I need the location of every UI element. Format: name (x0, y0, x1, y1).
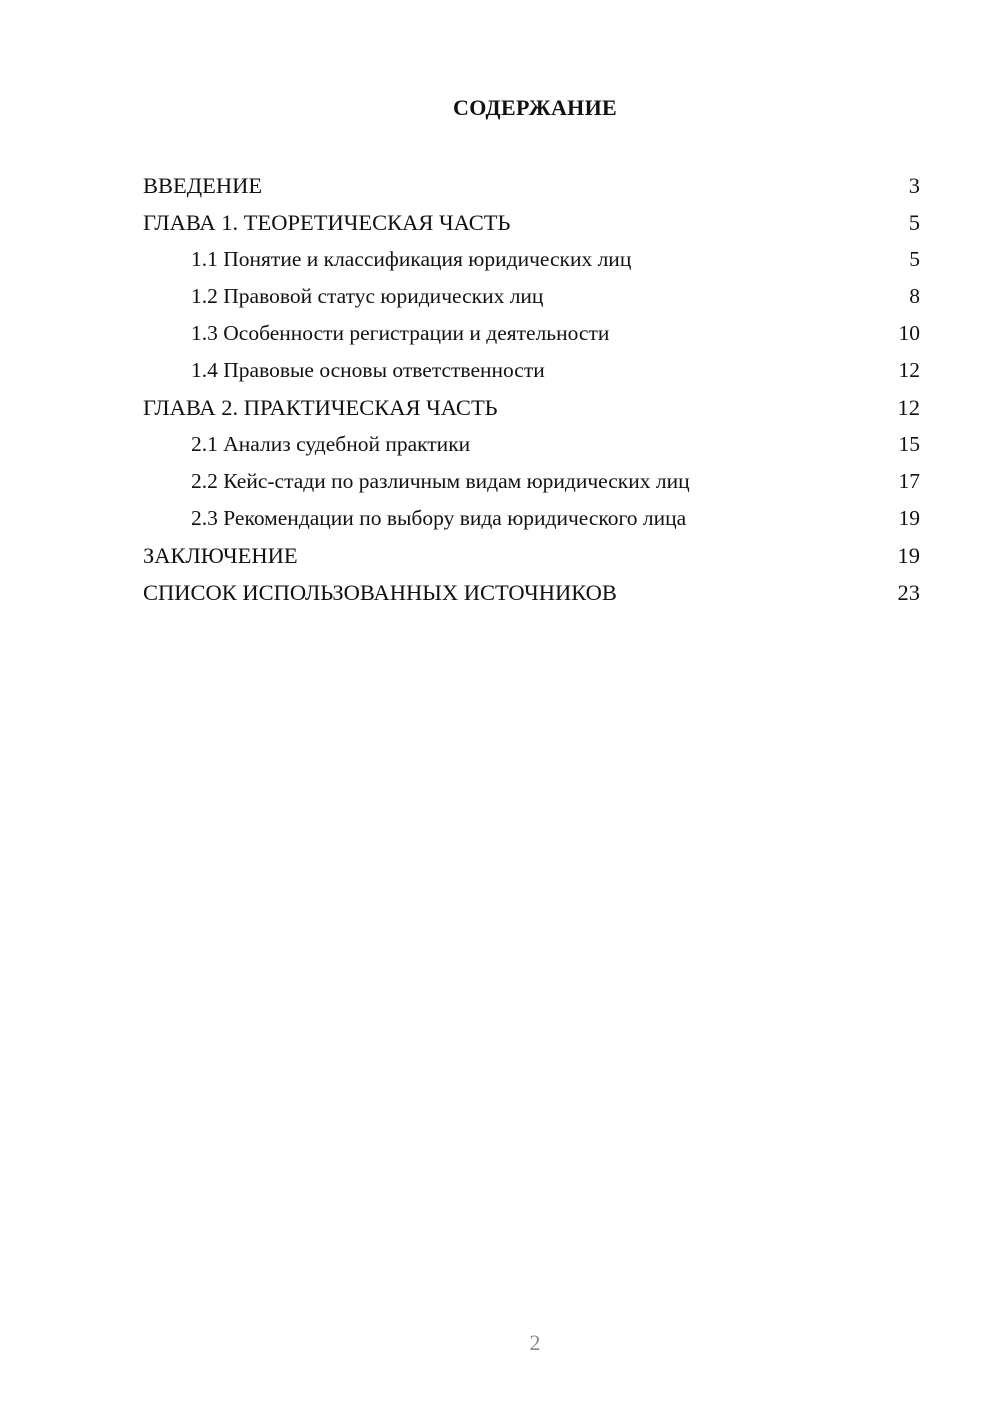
toc-entry-label: 2.1 Анализ судебной практики (191, 432, 471, 456)
toc-entry-page: 5 (908, 210, 920, 235)
toc-entry (143, 389, 920, 426)
toc-entry-page: 12 (898, 358, 920, 382)
toc-subentry (143, 426, 920, 463)
toc-entry-page: 23 (897, 580, 920, 605)
toc-subentry (143, 278, 920, 315)
toc-entry-label: 1.3 Особенности регистрации и деятельности (191, 321, 610, 345)
toc-entry-page: 19 (897, 543, 920, 568)
toc-title: СОДЕРЖАНИЕ (453, 95, 617, 120)
toc-entry-label: 2.3 Рекомендации по выбору вида юридического лица (191, 506, 687, 530)
toc-entry-page: 19 (898, 506, 920, 530)
toc-entry-page: 17 (898, 469, 920, 493)
toc-entry-label: 2.2 Кейс-стади по различным видам юридических лиц (191, 469, 690, 493)
toc-entry (143, 204, 920, 241)
toc-entry (143, 167, 920, 204)
toc-subentry (143, 463, 920, 500)
toc-entry-label: ВВЕДЕНИЕ (143, 173, 263, 198)
toc-entry-label: 1.2 Правовой статус юридических лиц (191, 284, 544, 308)
toc-subentry (143, 500, 920, 537)
toc-subentry (143, 315, 920, 352)
toc-entry-label: СПИСОК ИСПОЛЬЗОВАННЫХ ИСТОЧНИКОВ (143, 580, 617, 605)
toc-entry (143, 537, 920, 574)
toc-subentry (143, 241, 920, 278)
table-of-contents (143, 167, 920, 611)
toc-entry-label: ГЛАВА 1. ТЕОРЕТИЧЕСКАЯ ЧАСТЬ (143, 210, 511, 235)
toc-entry (143, 574, 920, 611)
toc-entry-label: ГЛАВА 2. ПРАКТИЧЕСКАЯ ЧАСТЬ (143, 395, 498, 420)
toc-subentry (143, 352, 920, 389)
toc-entry-page: 5 (909, 247, 920, 271)
toc-entry-page: 10 (898, 321, 920, 345)
toc-entry-label: 1.1 Понятие и классификация юридических лиц (191, 247, 632, 271)
toc-entry-label: ЗАКЛЮЧЕНИЕ (143, 543, 298, 568)
toc-entry-page: 12 (897, 395, 920, 420)
page-number: 2 (529, 1330, 541, 1355)
toc-entry-page: 15 (898, 432, 920, 456)
toc-entry-page: 8 (909, 284, 920, 308)
toc-entry-label: 1.4 Правовые основы ответственности (191, 358, 545, 382)
toc-entry-page: 3 (908, 173, 920, 198)
